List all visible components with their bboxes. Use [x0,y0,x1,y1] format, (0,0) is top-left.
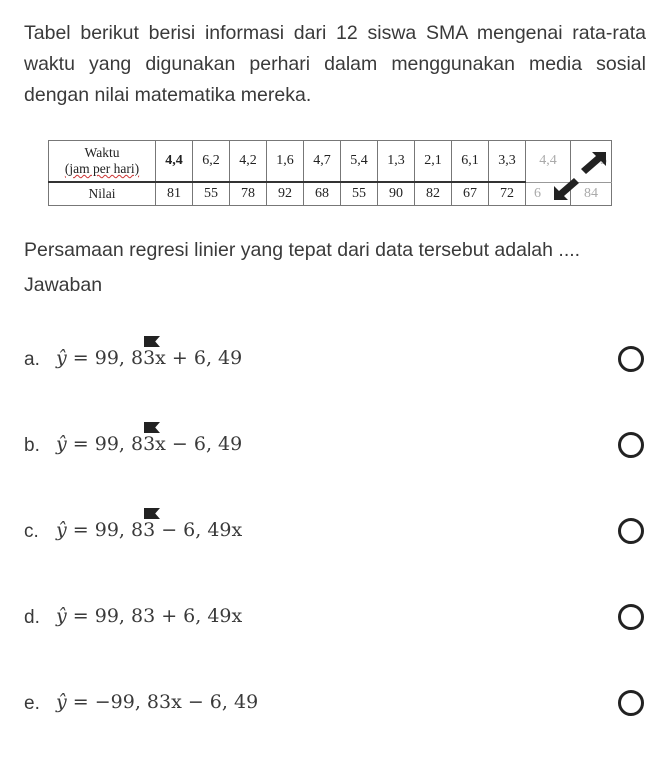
waktu-header-title: Waktu [84,145,120,160]
nilai-cell: 81 [156,182,193,206]
nilai-cell: 72 [489,182,526,206]
option-e[interactable] [24,687,644,727]
equation-rhs: = −99, 83x − 6, 49 [72,691,259,713]
resize-arrow-ne-icon[interactable] [578,150,608,176]
equation-rhs: = 99, 83x − 6, 49 [72,433,243,455]
nilai-cell: 6 [526,182,571,206]
y-hat: ŷ [56,519,67,541]
data-table [48,140,612,206]
option-e-radio[interactable] [618,690,644,716]
waktu-cell: 5,4 [341,141,378,183]
option-equation [56,433,242,455]
option-c-radio[interactable] [618,518,644,544]
nilai-cell: 84 [571,182,612,206]
option-b[interactable] [24,429,644,469]
waktu-cell: 6,2 [193,141,230,183]
nilai-cell: 82 [415,182,452,206]
waktu-cell: 6,1 [452,141,489,183]
question-block [24,233,580,303]
option-d-radio[interactable] [618,604,644,630]
waktu-cell: 4,7 [304,141,341,183]
option-equation [56,519,242,541]
waktu-row [49,141,612,183]
equation-rhs: = 99, 83 + 6, 49x [72,605,243,627]
nilai-cell: 68 [304,182,341,206]
waktu-cell: 1,3 [378,141,415,183]
data-table-container [48,140,612,206]
equation-rhs: = 99, 83x + 6, 49 [72,347,243,369]
waktu-cell: 2,1 [415,141,452,183]
waktu-cell: 4,2 [230,141,267,183]
nilai-cell: 90 [378,182,415,206]
option-a-radio[interactable] [618,346,644,372]
option-letter: c. [24,521,39,542]
option-a[interactable] [24,343,644,383]
nilai-cell: 78 [230,182,267,206]
flag-icon [144,508,160,519]
waktu-cell: 4,4 [156,141,193,183]
equation-rhs: = 99, 83 − 6, 49x [72,519,243,541]
y-hat: ŷ [56,691,67,713]
nilai-cell: 55 [341,182,378,206]
option-letter: d. [24,607,40,628]
nilai-row [49,182,612,206]
nilai-header: Nilai [49,182,156,206]
waktu-header [49,141,156,183]
y-hat: ŷ [56,433,67,455]
waktu-cell: 4,4 [526,141,571,183]
waktu-cell: 1,6 [267,141,304,183]
option-equation [56,605,242,627]
option-b-radio[interactable] [618,432,644,458]
y-hat: ŷ [56,605,67,627]
option-d[interactable] [24,601,644,641]
nilai-cell: 55 [193,182,230,206]
answer-label: Jawaban [24,274,103,296]
resize-arrow-sw-icon[interactable] [554,176,582,202]
option-letter: b. [24,435,40,456]
flag-icon [144,336,160,347]
intro-paragraph: Tabel berikut berisi informasi dari 12 siswa SMA mengenai rata-rata waktu yang digunakan perhari dalam menggunakan media sosial dengan nilai matematika mereka. [24,22,646,106]
nilai-cell: 67 [452,182,489,206]
option-equation [56,347,242,369]
option-letter: a. [24,349,40,370]
nilai-cell: 92 [267,182,304,206]
option-equation [56,691,258,713]
y-hat: ŷ [56,347,67,369]
flag-icon [144,422,160,433]
question-text: Persamaan regresi linier yang tepat dari data tersebut adalah .... [24,239,581,261]
waktu-header-unit: (jam per hari) [64,161,140,176]
option-c[interactable] [24,515,644,555]
waktu-cell: 3,3 [489,141,526,183]
option-letter: e. [24,693,40,714]
